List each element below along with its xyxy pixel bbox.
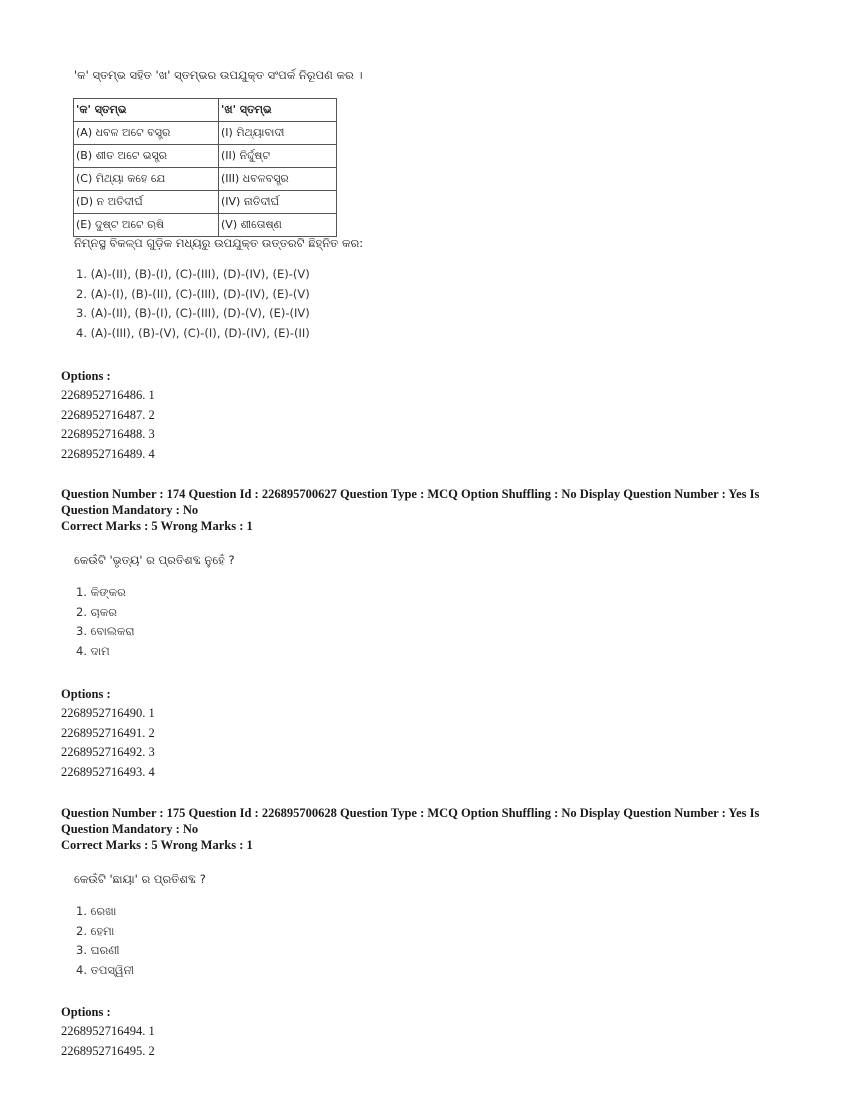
option-id: 2268952716489. 4	[61, 446, 155, 461]
table-row	[74, 191, 337, 214]
option-id: 2268952716491. 2	[61, 725, 155, 740]
option-id: 2268952716492. 3	[61, 745, 155, 759]
q173-options	[61, 386, 155, 464]
table-cell: (III) ଧବଳବସ୍ତ୍ର	[219, 168, 337, 191]
table-cell: (B) ଶୀତ ଅଟେ ଭସ୍ତ୍ର	[74, 145, 219, 168]
table-cell: (V) ଶୀତୋଷ୍ଣ	[219, 214, 337, 237]
table-cell: (I) ମିଥ୍ୟାବାଦୀ	[219, 122, 337, 145]
table-row	[74, 122, 337, 145]
table-row	[74, 214, 337, 237]
q174-marks: Correct Marks : 5 Wrong Marks : 1	[61, 519, 253, 533]
q175-marks: Correct Marks : 5 Wrong Marks : 1	[61, 838, 253, 852]
q174-choices	[76, 583, 135, 661]
q173-options-label: Options :	[61, 369, 111, 383]
q174-question: କେଉଁଟି 'ଭୃତ୍ୟ' ର ପ୍ରତିଶବ୍ଦ ନୁହେଁ ?	[74, 553, 235, 567]
option-id: 2268952716487. 2	[61, 407, 155, 422]
choice-item: 3. ବୋଲକରା	[76, 624, 135, 638]
q175-header-line1: Question Number : 175 Question Id : 226895700628 Question Type : MCQ Option Shuffling : No Display Question Number : Yes Is	[61, 806, 760, 820]
choice-item: 4. ତପସ୍ୱିନୀ	[76, 962, 135, 977]
column-a-header: 'କ' ସ୍ତମ୍ଭ	[74, 99, 219, 122]
choice-item: 1. (A)-(II), (B)-(I), (C)-(III), (D)-(IV), (E)-(V)	[76, 267, 310, 281]
choice-item: 2. (A)-(I), (B)-(II), (C)-(III), (D)-(IV), (E)-(V)	[76, 286, 310, 301]
option-id: 2268952716486. 1	[61, 388, 155, 402]
option-id: 2268952716495. 2	[61, 1043, 155, 1058]
option-id: 2268952716494. 1	[61, 1024, 155, 1038]
q175-options-label: Options :	[61, 1005, 111, 1019]
table-cell: (IV) ନାତିଦୀର୍ଘ	[219, 191, 337, 214]
table-cell: (II) ନିର୍ଦ୍ଦୁଷ୍ଟ	[219, 145, 337, 168]
q175-choices	[76, 902, 134, 980]
q173-choices	[76, 265, 310, 343]
choice-item: 1. କିଙ୍କର	[76, 585, 126, 599]
table-cell: (E) ଦୁଷ୍ଟ ଅଟେ ଋଷି	[74, 214, 219, 237]
option-id: 2268952716488. 3	[61, 427, 155, 441]
choice-item: 3. (A)-(II), (B)-(I), (C)-(III), (D)-(V), (E)-(IV)	[76, 306, 310, 320]
q174-options	[61, 704, 155, 782]
q174-header-line1: Question Number : 174 Question Id : 226895700627 Question Type : MCQ Option Shuffling : No Display Question Number : Yes Is	[61, 487, 760, 501]
column-b-header: 'ଖ' ସ୍ତମ୍ଭ	[219, 99, 337, 122]
q175-options	[61, 1022, 155, 1061]
q174-header-line2: Question Mandatory : No	[61, 503, 199, 517]
match-table-header	[74, 99, 337, 122]
choice-item: 2. ହେମା	[76, 923, 115, 938]
choice-item: 3. ଘରଣୀ	[76, 943, 120, 957]
choice-item: 2. ଚାକର	[76, 604, 118, 619]
table-row	[74, 168, 337, 191]
table-row	[74, 145, 337, 168]
match-table	[73, 98, 337, 237]
q174-header	[61, 486, 801, 534]
option-id: 2268952716493. 4	[61, 764, 155, 779]
q174-options-label: Options :	[61, 687, 111, 701]
option-id: 2268952716490. 1	[61, 706, 155, 720]
q173-instruction: 'କ' ସ୍ତମ୍ଭ ସହିତ 'ଖ' ସ୍ତମ୍ଭର ଉପଯୁକ୍ତ ସଂପର୍କ ନିରୂପଣ କର ।	[74, 68, 363, 82]
table-cell: (A) ଧବଳ ଅଟେ ବସ୍ତ୍ର	[74, 122, 219, 145]
q175-header-line2: Question Mandatory : No	[61, 822, 199, 836]
choice-item: 4. ଦାମ	[76, 643, 110, 658]
choice-item: 1. ରେଖା	[76, 904, 117, 918]
table-cell: (C) ମିଥ୍ୟା କହେ ଯେ	[74, 168, 219, 191]
choice-item: 4. (A)-(III), (B)-(V), (C)-(I), (D)-(IV), (E)-(II)	[76, 325, 310, 340]
table-cell: (D) ନ ଅତିଦୀର୍ଘ	[74, 191, 219, 214]
q173-select-prompt: ନିମ୍ନସ୍ଥ ବିକଳ୍ପ ଗୁଡ଼ିକ ମଧ୍ୟରୁ ଉପଯୁକ୍ତ ଉତ୍ତରଟି ଛିହ୍ନିତ କର:	[74, 236, 364, 250]
q175-question: କେଉଁଟି 'ଛାୟା' ର ପ୍ରତିଶବ୍ଦ ?	[74, 872, 206, 886]
q175-header	[61, 805, 801, 853]
